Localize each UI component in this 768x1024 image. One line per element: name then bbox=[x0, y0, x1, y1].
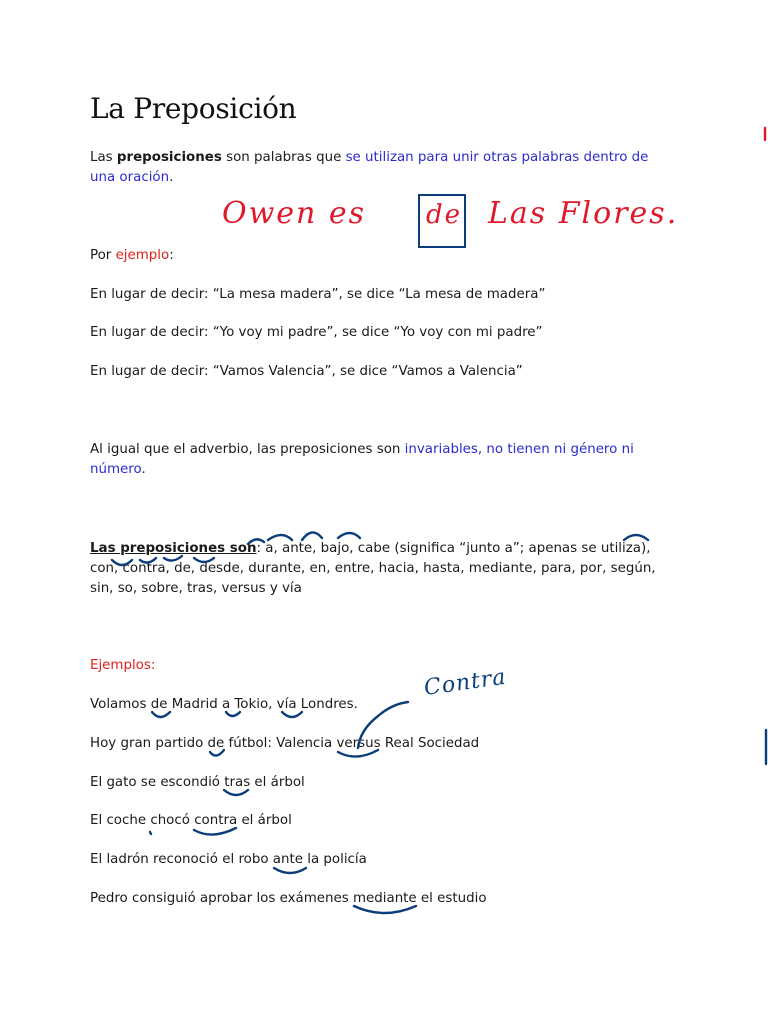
intro-text-2: son palabras que bbox=[221, 150, 346, 165]
adverb-note bbox=[90, 440, 675, 480]
preposition-list bbox=[90, 539, 665, 599]
sentence-2: Hoy gran partido de fútbol: Valencia versus Real Sociedad bbox=[90, 736, 480, 751]
adverb-note-text: Al igual que el adverbio, las preposiciones son bbox=[90, 442, 405, 457]
preposition-list-text: : a, ante, bajo, cabe (significa “junto a”; apenas se utiliza), con, contra, de, desde, durante, en, entre, hacia, hasta, mediante, para, por, según, sin, so, sobre, tras, versus y vía bbox=[90, 541, 656, 596]
example-line-1: En lugar de decir: “La mesa madera”, se dice “La mesa de madera” bbox=[90, 287, 546, 302]
sentence-1: Volamos de Madrid a Tokio, vía Londres. bbox=[90, 697, 358, 712]
ejemplo-keyword: ejemplo bbox=[115, 248, 170, 263]
ejemplo-colon: : bbox=[169, 248, 174, 263]
example-line-2: En lugar de decir: “Yo voy mi padre”, se dice “Yo voy con mi padre” bbox=[90, 325, 543, 340]
ejemplo-text-1: Por bbox=[90, 248, 116, 263]
ink-arc-cabe bbox=[338, 533, 360, 538]
handwritten-example-part-1: Owen es bbox=[222, 196, 367, 231]
sentence-5: El ladrón reconoció el robo ante la policía bbox=[90, 852, 367, 867]
preposition-list-label: Las preposiciones son bbox=[90, 541, 257, 556]
adverb-note-highlight: invariables, no tienen ni género ni número bbox=[90, 442, 634, 477]
handwritten-example-part-2: Las Flores. bbox=[488, 196, 679, 231]
ejemplo-line bbox=[90, 246, 675, 266]
ejemplos-heading: Ejemplos: bbox=[90, 658, 156, 673]
ink-dot bbox=[150, 832, 151, 834]
sentence-4: El coche chocó contra el árbol bbox=[90, 813, 292, 828]
example-line-3: En lugar de decir: “Vamos Valencia”, se dice “Vamos a Valencia” bbox=[90, 364, 523, 379]
sentence-3: El gato se escondió tras el árbol bbox=[90, 775, 305, 790]
handwritten-example-boxed-word: de bbox=[426, 200, 463, 230]
intro-definition: se utilizan para unir otras palabras dentro de una oración bbox=[90, 150, 649, 185]
handwritten-note: Contra bbox=[422, 664, 508, 701]
intro-period: . bbox=[169, 170, 174, 185]
page-title: La Preposición bbox=[90, 92, 297, 125]
adverb-note-period: . bbox=[141, 462, 146, 477]
intro-text-1: Las bbox=[90, 150, 117, 165]
sentence-6: Pedro consiguió aprobar los exámenes mediante el estudio bbox=[90, 891, 487, 906]
intro-keyword: preposiciones bbox=[116, 150, 222, 165]
intro-paragraph bbox=[90, 148, 675, 188]
